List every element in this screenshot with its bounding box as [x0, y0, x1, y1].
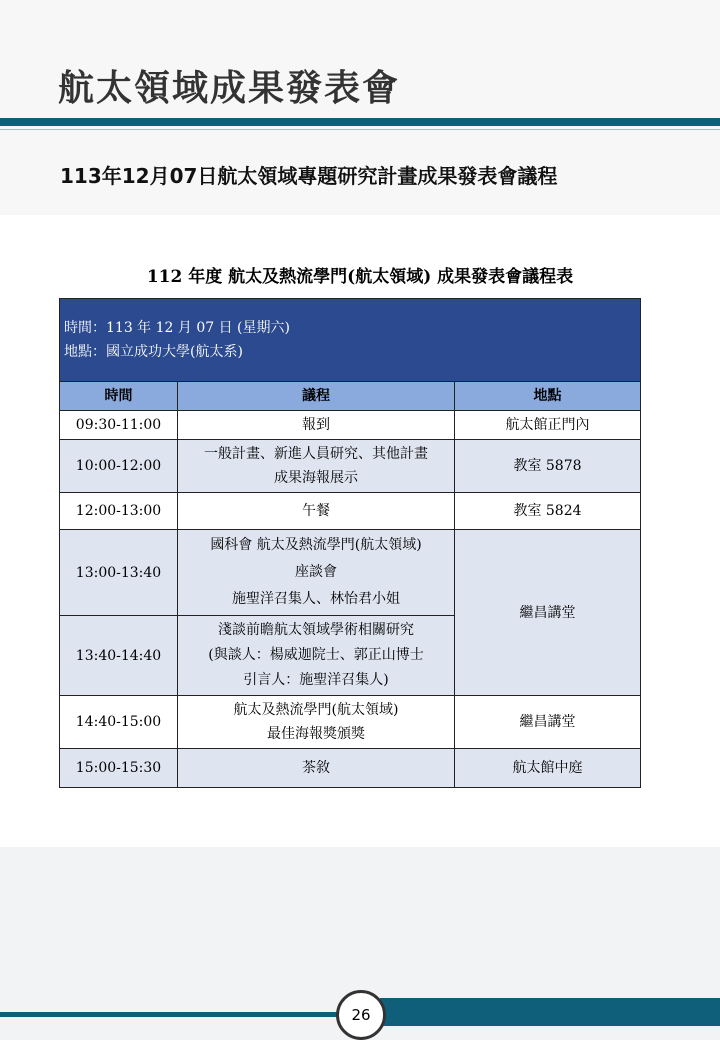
- row-time: 14:40-15:00: [60, 696, 178, 749]
- page-title: 航太領域成果發表會: [58, 68, 401, 109]
- row-item: [178, 616, 455, 696]
- row-item: [178, 749, 455, 788]
- footer-rule-left: [0, 1012, 345, 1017]
- table-row: [60, 411, 641, 440]
- page-subtitle: 113年12月07日航太領域專題研究計畫成果發表會議程: [60, 164, 558, 188]
- row-item-line: 成果海報展示: [274, 470, 358, 486]
- row-item: [178, 493, 455, 530]
- table-caption: 112 年度 航太及熱流學門(航太領域) 成果發表會議程表: [146, 267, 574, 287]
- row-time: 15:00-15:30: [60, 749, 178, 788]
- page-number: 26: [336, 990, 386, 1040]
- row-time: 09:30-11:00: [60, 411, 178, 440]
- title-rule-thin: [0, 129, 720, 130]
- row-item: [178, 411, 455, 440]
- column-header-place: 地點: [455, 382, 641, 411]
- table-row: [60, 530, 641, 616]
- row-item-line: 午餐: [302, 503, 330, 519]
- info-time: 時間：113 年 12 月 07 日 (星期六): [64, 320, 290, 336]
- title-rule: [0, 118, 720, 126]
- row-item: [178, 530, 455, 616]
- row-place: 繼昌講堂: [455, 696, 641, 749]
- info-place: 地點：國立成功大學(航太系): [64, 344, 243, 360]
- agenda-table: [59, 298, 641, 788]
- row-time: 13:00-13:40: [60, 530, 178, 616]
- row-time: 13:40-14:40: [60, 616, 178, 696]
- table-header-row: [60, 382, 641, 411]
- row-item-line: 國科會 航太及熱流學門(航太領域): [210, 537, 422, 553]
- row-item-line: 施聖洋召集人、林怡君小姐: [232, 591, 400, 607]
- row-item-line: 報到: [302, 417, 330, 433]
- table-row: [60, 440, 641, 493]
- row-item-line: 淺談前瞻航太領域學術相關研究: [218, 622, 414, 638]
- row-place: 繼昌講堂: [455, 530, 641, 696]
- footer-rule-right: [380, 998, 720, 1026]
- info-cell: [60, 299, 641, 382]
- row-item-line: 茶敘: [302, 760, 330, 776]
- row-time: 12:00-13:00: [60, 493, 178, 530]
- row-item: [178, 696, 455, 749]
- row-item: [178, 440, 455, 493]
- table-row: [60, 493, 641, 530]
- row-item-line: 一般計畫、新進人員研究、其他計畫: [204, 446, 428, 462]
- row-item-line: 座談會: [295, 564, 337, 580]
- row-place: 航太館中庭: [455, 749, 641, 788]
- row-place: 航太館正門內: [455, 411, 641, 440]
- table-row: [60, 696, 641, 749]
- row-place: 教室 5878: [455, 440, 641, 493]
- row-time: 10:00-12:00: [60, 440, 178, 493]
- column-header-item: 議程: [178, 382, 455, 411]
- table-row: [60, 749, 641, 788]
- row-item-line: (與談人：楊威迦院士、郭正山博士: [208, 647, 424, 663]
- row-item-line: 航太及熱流學門(航太領域): [233, 702, 399, 718]
- column-header-time: 時間: [60, 382, 178, 411]
- row-place: 教室 5824: [455, 493, 641, 530]
- row-item-line: 最佳海報獎頒獎: [267, 726, 365, 742]
- row-item-line: 引言人：施聖洋召集人): [243, 672, 389, 688]
